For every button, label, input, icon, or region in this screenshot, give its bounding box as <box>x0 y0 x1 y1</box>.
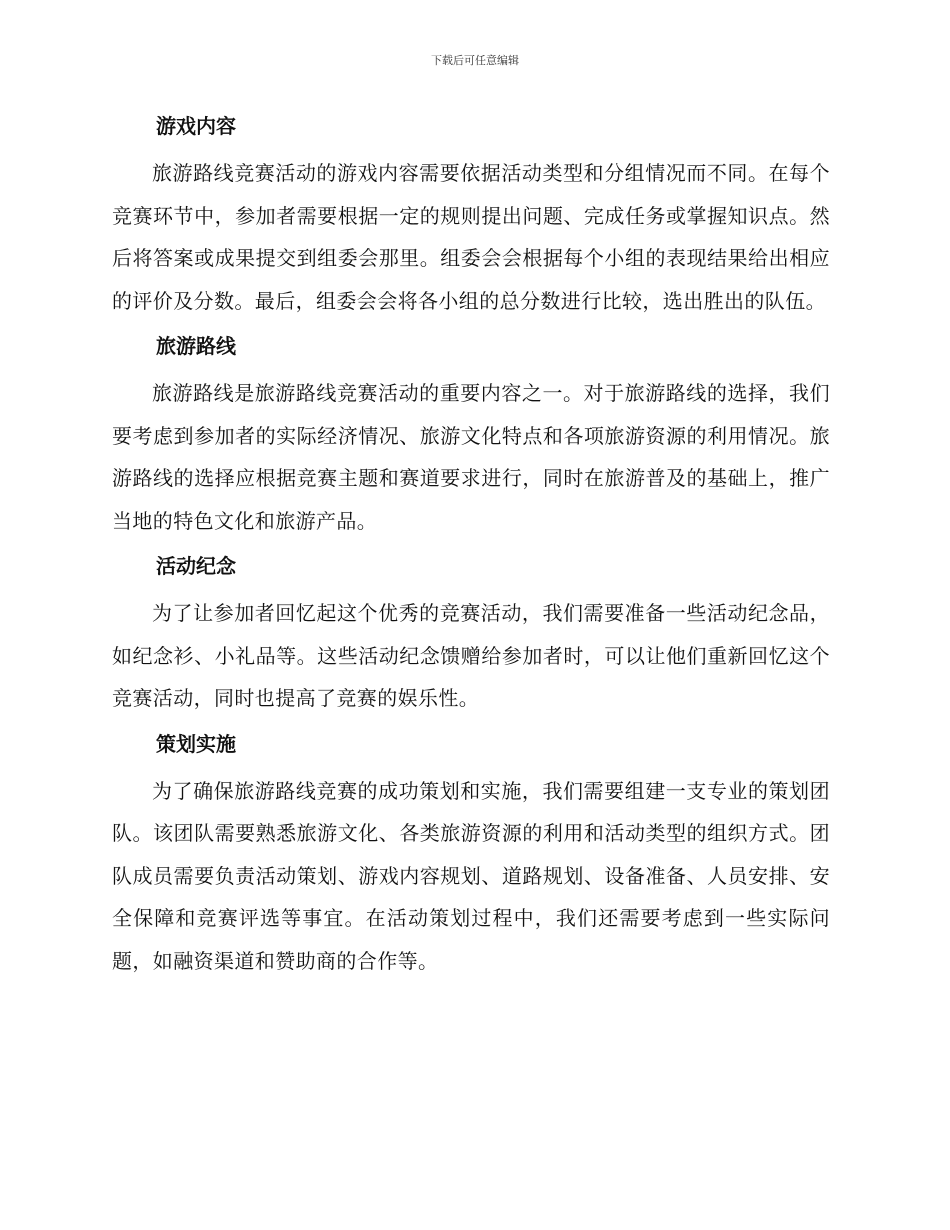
section-heading: 游戏内容 <box>156 114 236 138</box>
section-heading: 活动纪念 <box>156 554 236 578</box>
section-game-content <box>112 110 830 322</box>
section-travel-route <box>112 330 830 542</box>
page-header: 下载后可任意编辑 <box>431 54 519 67</box>
section-heading: 旅游路线 <box>156 334 236 358</box>
section-paragraph: 旅游路线是旅游路线竞赛活动的重要内容之一。对于旅游路线的选择，我们要考虑到参加者的实际经济情况、旅游文化特点和各项旅游资源的利用情况。旅游路线的选择应根据竞赛主题和赛道要求进行，同时在旅游普及的基础上，推广当地的特色文化和旅游产品。 <box>112 381 830 533</box>
document-body <box>112 110 830 990</box>
section-paragraph: 为了让参加者回忆起这个优秀的竞赛活动，我们需要准备一些活动纪念品，如纪念衫、小礼品等。这些活动纪念馈赠给参加者时，可以让他们重新回忆这个竞赛活动，同时也提高了竞赛的娱乐性。 <box>112 601 830 710</box>
section-heading: 策划实施 <box>156 731 236 756</box>
section-paragraph: 为了确保旅游路线竞赛的成功策划和实施，我们需要组建一支专业的策划团队。该团队需要熟悉旅游文化、各类旅游资源的利用和活动类型的组织方式。团队成员需要负责活动策划、游戏内容规划、道路规划、设备准备、人员安排、安全保障和竞赛评选等事宜。在活动策划过程中，我们还需要考虑到一些实际问题，如融资渠道和赞助商的合作等。 <box>112 778 830 973</box>
section-souvenir <box>112 550 830 720</box>
section-paragraph: 旅游路线竞赛活动的游戏内容需要依据活动类型和分组情况而不同。在每个竞赛环节中，参加者需要根据一定的规则提出问题、完成任务或掌握知识点。然后将答案或成果提交到组委会那里。组委会会根据每个小组的表现结果给出相应的评价及分数。最后，组委会会将各小组的总分数进行比较，选出胜出的队伍。 <box>112 161 830 313</box>
section-implementation <box>112 728 830 983</box>
